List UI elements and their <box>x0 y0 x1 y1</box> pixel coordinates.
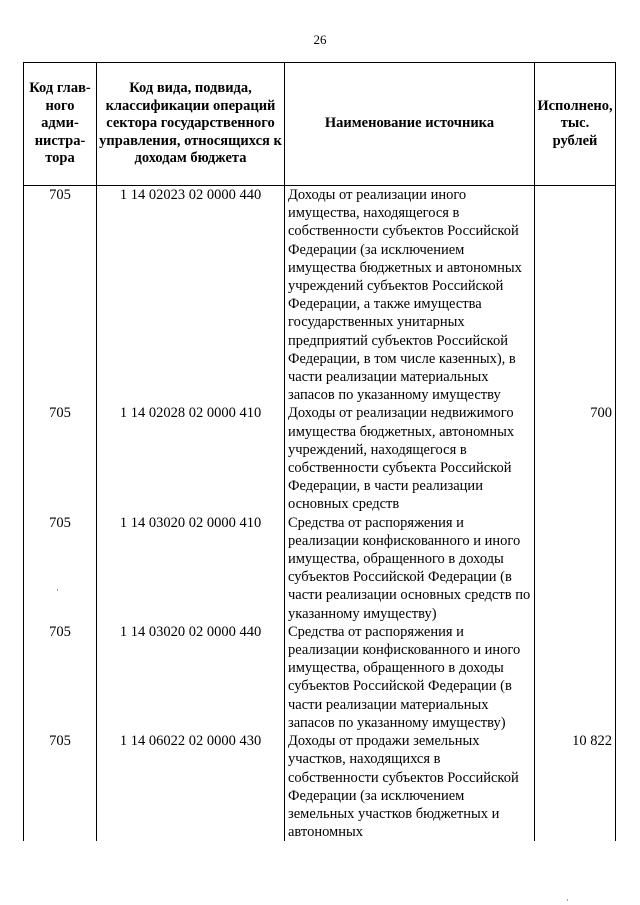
page-number: 26 <box>313 32 327 47</box>
executed-value-cell: 10 822 <box>535 732 616 841</box>
table-header <box>24 63 616 186</box>
table-row <box>24 404 616 513</box>
executed-value-cell <box>535 186 616 405</box>
executed-value-cell <box>535 514 616 623</box>
scan-speck: · <box>56 585 59 595</box>
executed-value-cell <box>535 623 616 732</box>
scan-speck: · <box>566 895 569 905</box>
classification-code-cell: 1 14 03020 02 0000 440 <box>97 623 285 732</box>
admin-code-cell: 705 <box>24 623 97 732</box>
header-admin-code: Код глав-ного адми-нистра-тора <box>24 63 97 186</box>
header-classification-code: Код вида, подвида, классификации операций сектора государственного управления, относящихся к доходам бюджета <box>97 63 285 186</box>
source-name-cell: Доходы от реализации недвижимого имущества бюджетных, автономных учреждений, находящегося в собственности субъекта Российской Федерации, в части реализации основных средств <box>285 404 535 513</box>
classification-code-cell: 1 14 06022 02 0000 430 <box>97 732 285 841</box>
classification-code-cell: 1 14 02028 02 0000 410 <box>97 404 285 513</box>
budget-income-table <box>23 62 616 841</box>
classification-code-cell: 1 14 02023 02 0000 440 <box>97 186 285 405</box>
source-name-cell: Средства от распоряжения и реализации конфискованного и иного имущества, обращенного в доходы субъектов Российской Федерации (в части реализации основных средств по указанному имуществу) <box>285 514 535 623</box>
classification-code-cell: 1 14 03020 02 0000 410 <box>97 514 285 623</box>
header-executed: Исполнено, тыс. рублей <box>535 63 616 186</box>
admin-code-cell: 705 <box>24 732 97 841</box>
header-source-name: Наименование источника <box>285 63 535 186</box>
admin-code-cell: 705 <box>24 186 97 405</box>
table-body <box>24 186 616 842</box>
admin-code-cell: 705 <box>24 404 97 513</box>
table-row <box>24 623 616 732</box>
table-row <box>24 514 616 623</box>
table-row <box>24 186 616 405</box>
table-row <box>24 732 616 841</box>
source-name-cell: Доходы от реализации иного имущества, находящегося в собственности субъектов Российской Федерации (за исключением имущества бюджетных и автономных учреждений субъектов Российской Федерации, а также имущества государственных унитарных предприятий субъектов Российской Федерации, в том числе казенных), в части реализации материальных запасов по указанному имуществу <box>285 186 535 405</box>
admin-code-cell: 705 <box>24 514 97 623</box>
executed-value-cell: 700 <box>535 404 616 513</box>
source-name-cell: Доходы от продажи земельных участков, находящихся в собственности субъектов Российской Федерации (за исключением земельных участков бюджетных и автономных <box>285 732 535 841</box>
source-name-cell: Средства от распоряжения и реализации конфискованного и иного имущества, обращенного в доходы субъектов Российской Федерации (в части реализации материальных запасов по указанному имуществу) <box>285 623 535 732</box>
